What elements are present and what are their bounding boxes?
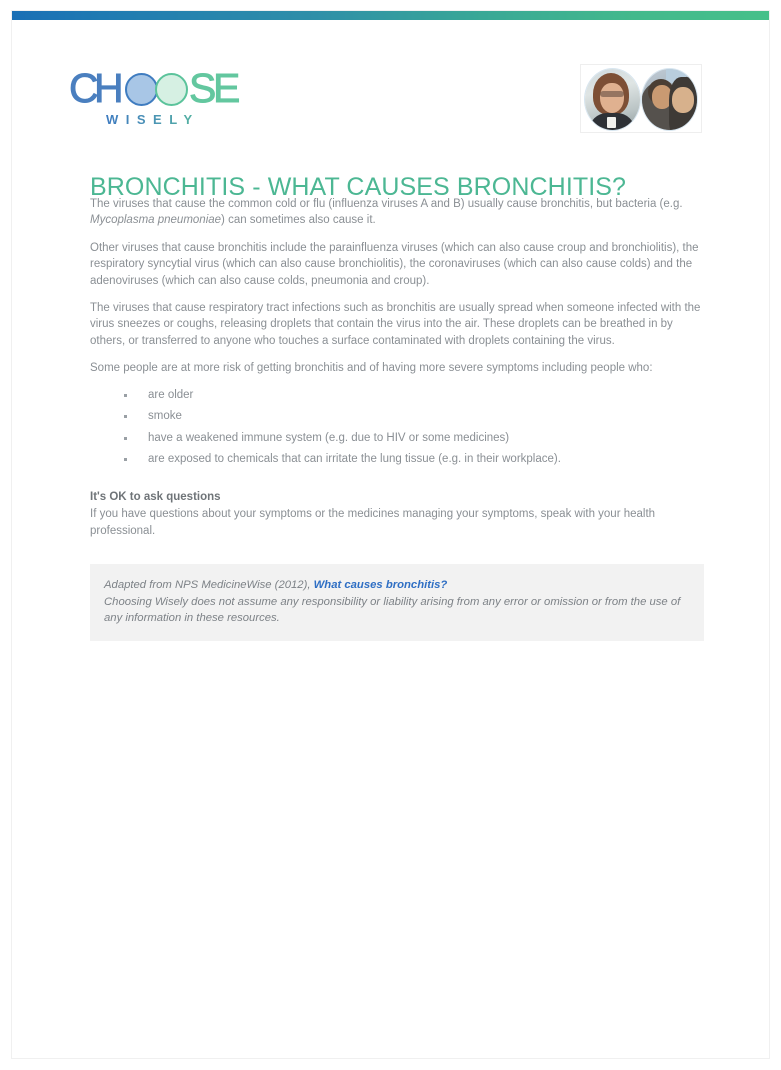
risk-factors-list (90, 388, 704, 468)
source-article-link[interactable]: What causes bronchitis? (313, 579, 448, 591)
logo-letter-e: E (213, 65, 241, 111)
disclaimer-box (90, 564, 704, 641)
page-header (12, 20, 770, 140)
disclaimer-liability-text: Choosing Wisely does not assume any responsibility or liability arising from any error or omission or from the use of any information in these resources. (104, 595, 681, 624)
logo-circle-o-blue (125, 73, 158, 106)
ask-questions-block (90, 489, 704, 539)
logo-circle-o-green (155, 73, 188, 106)
paragraph-3: The viruses that cause respiratory tract infections such as bronchitis are usually spread when someone infected with the virus sneezes or coughs, releasing droplets that contain the virus into the air. These droplets can be breathed in by others, or transferred to anyone who touches a surface contaminated with droplets containing the virus. (90, 302, 701, 347)
logo-letter-s: S (189, 65, 217, 111)
logo-wordmark (69, 66, 244, 110)
paragraph-4: Some people are at more risk of getting bronchitis and of having more severe symptoms including people who: (90, 362, 653, 375)
species-name-italic: Mycoplasma pneumoniae (90, 214, 222, 227)
list-item: have a weakened immune system (e.g. due to HIV or some medicines) (90, 431, 704, 446)
list-item: smoke (90, 409, 704, 424)
photo-woman-with-glasses (584, 68, 641, 131)
header-photo-group (580, 64, 702, 133)
paragraph-1-part-b: ) can sometimes also cause it. (221, 214, 376, 227)
paragraph-1-part-a: The viruses that cause the common cold or flu (influenza viruses A and B) usually cause bronchitis, but bacteria (e.g. (90, 198, 683, 210)
document-page (11, 10, 770, 1059)
logo-tagline: WISELY (106, 112, 200, 127)
article-body (90, 196, 704, 539)
ask-questions-heading: It's OK to ask questions (90, 491, 221, 504)
list-item: are older (90, 388, 704, 403)
logo-letter-c: C (69, 65, 99, 111)
ask-questions-text: If you have questions about your symptoms or the medicines managing your symptoms, speak with your health professional. (90, 508, 656, 537)
disclaimer-source-prefix: Adapted from NPS MedicineWise (2012), (104, 579, 314, 591)
paragraph-2: Other viruses that cause bronchitis include the parainfluenza viruses (which can also cause croup and bronchiolitis), the respiratory syncytial virus (which can also cause bronchiolitis), the coronaviruses (which can also cause colds) and the adenoviruses (which can also cause colds, pneumonia and croup). (90, 241, 699, 287)
paragraph-1 (90, 196, 704, 229)
photo-two-people-talking (641, 68, 698, 131)
disclaimer-source-line (104, 577, 690, 594)
top-gradient-bar (12, 11, 770, 20)
page-title: BRONCHITIS - WHAT CAUSES BRONCHITIS? (90, 172, 627, 201)
choose-wisely-logo (69, 66, 244, 136)
list-item: are exposed to chemicals that can irritate the lung tissue (e.g. in their workplace). (90, 452, 704, 467)
logo-letter-h: H (94, 65, 124, 111)
